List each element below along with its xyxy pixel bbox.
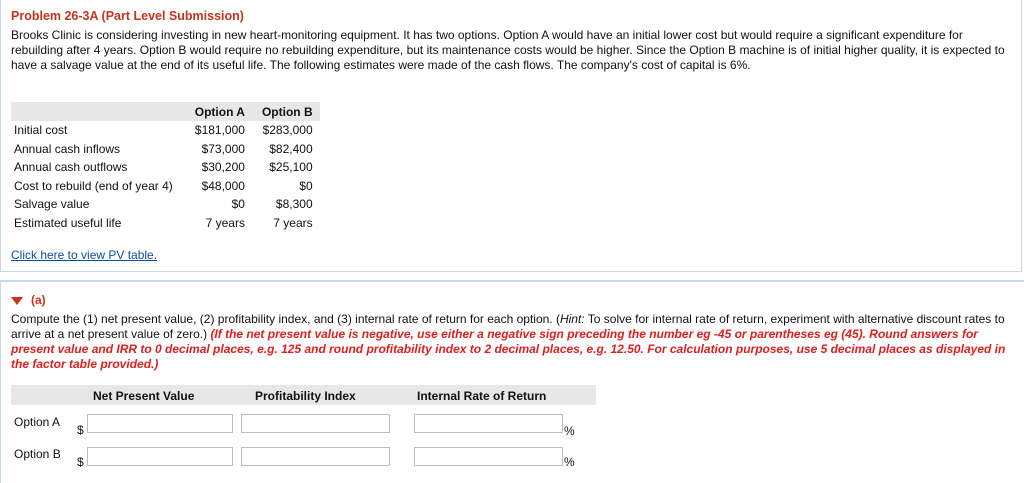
option-a-value: 7 years [205,215,245,230]
percent-symbol: % [564,455,575,469]
table-row [11,140,320,159]
row-label: Annual cash outflows [14,160,128,175]
row-label: Initial cost [14,123,68,138]
row-label: Annual cash inflows [14,141,121,156]
option-b-value: $25,100 [269,160,313,175]
option-a-value: $48,000 [201,178,245,193]
option-a-value: $73,000 [201,141,245,156]
pv-table-link[interactable]: Click here to view PV table. [11,248,158,262]
estimates-header-row [11,102,320,121]
hint-label: Hint: [559,312,585,326]
part-a-question [11,312,1015,372]
option-b-npv-input[interactable] [87,447,233,466]
hint-text: To solve for internal rate of return, experiment with alternative discount rates to arrive at a net present value of zero.) [11,312,1005,341]
option-b-value: $283,000 [262,123,313,138]
header-profitability-index: Profitability Index [255,389,356,403]
option-a-irr-input[interactable] [414,414,563,433]
estimates-header-blank [11,102,185,121]
problem-title: Problem 26-3A (Part Level Submission) [11,9,244,23]
part-a-toggle[interactable] [11,293,46,307]
option-a-value: $30,200 [201,160,245,175]
collapse-triangle-icon [11,297,23,305]
answer-row-label-option-a: Option A [14,415,61,429]
option-b-value: $8,300 [275,197,313,212]
row-label: Salvage value [14,197,90,212]
table-row [11,158,320,177]
part-a-label: (a) [31,293,46,307]
option-a-value: $0 [231,197,245,212]
header-irr: Internal Rate of Return [417,389,547,403]
answer-instructions: (If the net present value is negative, use either a negative sign preceding the number eg -45 or parentheses eg (45). Round answers for present value and IRR to 0 decimal places, e.g. 125 and round profitability index to 2 decimal places, e.g. 12.50. For calculation purposes, use 5 decimal places as displayed in the factor table provided.) [11,327,1006,371]
row-label: Cost to rebuild (end of year 4) [14,178,173,193]
option-b-value: $82,400 [269,141,313,156]
header-option-b: Option B [261,104,313,119]
header-npv: Net Present Value [93,389,195,403]
cash-flow-estimates-table [11,102,320,232]
problem-description: Brooks Clinic is considering investing in new heart-monitoring equipment. It has two options. Option A would have an initial lower cost but would require a significant expenditure for rebuilding after 4 years. Option B would require no rebuilding expenditure, but its maintenance costs would be higher. Since the Option B machine is of initial higher quality, it is expected to have a salvage value at the end of its useful life. The following estimates were made of the cash flows. The company's cost of capital is 6%. [11,28,1005,72]
table-row [11,177,320,196]
row-label: Estimated useful life [14,215,122,230]
question-text: Compute the (1) net present value, (2) profitability index, and (3) internal rate of return for each option. ( [11,312,560,326]
option-a-npv-input[interactable] [87,414,233,433]
currency-symbol: $ [77,455,84,469]
answer-row-label-option-b: Option B [14,447,61,461]
table-row [11,121,320,140]
option-b-value: 7 years [273,215,313,230]
percent-symbol: % [564,424,575,438]
option-a-value: $181,000 [194,123,245,138]
currency-symbol: $ [77,423,84,437]
header-option-a: Option A [194,104,245,119]
table-row [11,195,320,214]
table-row [11,214,320,233]
option-a-pi-input[interactable] [241,414,390,433]
option-b-irr-input[interactable] [414,447,563,466]
option-b-pi-input[interactable] [241,447,390,466]
option-b-value: $0 [299,178,313,193]
